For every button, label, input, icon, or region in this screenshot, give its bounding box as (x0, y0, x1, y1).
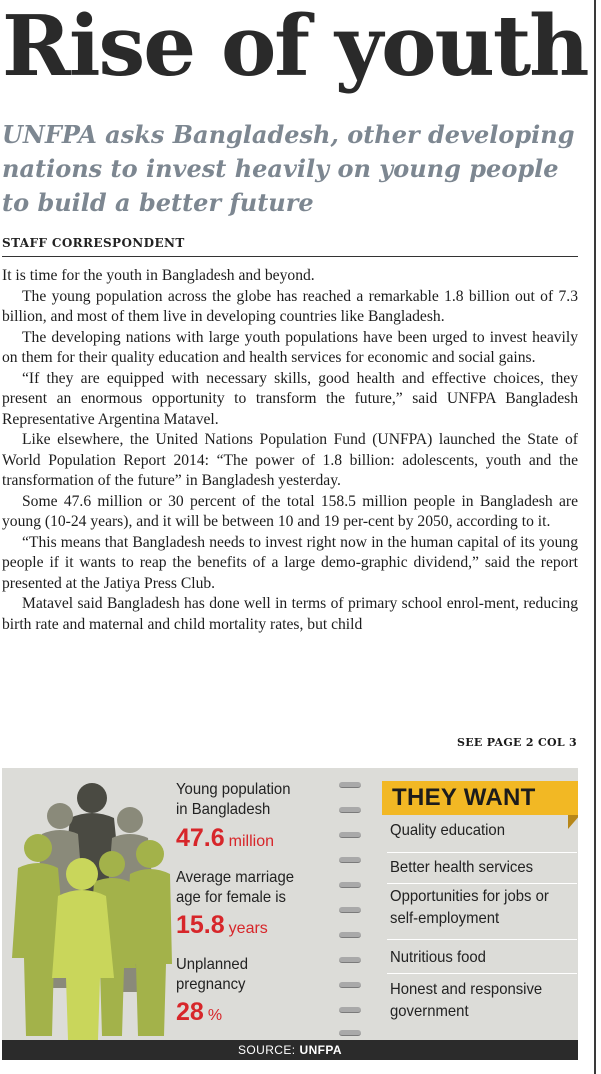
infographic-panel (2, 768, 578, 1040)
want-item: Opportunities for jobs or self-employment (390, 888, 549, 927)
headline: Rise of youth (2, 0, 588, 95)
stat-marriage-age-label: Average marriage age for female is (176, 869, 295, 906)
article-body (2, 266, 578, 635)
article-paragraph: Like elsewhere, the United Nations Population Fund (UNFPA) launched the State of World Population Report 2014: “The power of 1.8 billion: adolescents, youth and the transformation of the future” in Bangladesh yesterday. (2, 431, 578, 489)
youth-silhouettes-illustration (12, 778, 172, 1040)
banner-fold-icon (568, 815, 578, 829)
want-item: Nutritious food (390, 949, 486, 966)
want-item: Honest and responsive government (390, 981, 543, 1020)
want-divider (387, 883, 577, 884)
article-paragraph: The developing nations with large youth populations have been urged to invest heavily on them for their quality education and health services for economic and social gains. (2, 328, 578, 366)
they-want-title: THEY WANT (392, 784, 536, 811)
notebook-spiral-icon (337, 780, 363, 1038)
want-item: Better health services (390, 859, 534, 876)
want-divider (387, 973, 577, 974)
stat-unplanned-pregnancy-value: 28 % (176, 998, 223, 1026)
stat-young-population-value: 47.6 million (176, 824, 275, 852)
column-rule (594, 0, 596, 1074)
stat-marriage-age-value: 15.8 years (176, 911, 268, 939)
deck-subheadline: UNFPA asks Bangladesh, other developing nations to invest heavily on young people to build a better future (2, 120, 575, 217)
want-item: Quality education (390, 822, 505, 839)
article-paragraph: “If they are equipped with necessary skills, good health and effective choices, they present an enormous opportunity to transform the future,” said UNFPA Bangladesh Representative Argentina Matavel. (2, 369, 578, 428)
want-divider (387, 852, 577, 853)
stat-unplanned-pregnancy-label: Unplanned pregnancy (176, 956, 248, 993)
article-paragraph: Some 47.6 million or 30 percent of the total 158.5 million people in Bangladesh are young (10-24 years), and it will be between 10 and 19 per-cent by 2050, according to it. (2, 492, 578, 530)
byline-divider (2, 256, 578, 257)
want-divider (387, 939, 577, 940)
article-paragraph: It is time for the youth in Bangladesh and beyond. (2, 267, 315, 284)
article-paragraph: “This means that Bangladesh needs to invest right now in the human capital of its young people if it wants to reap the benefits of a large demo-graphic dividend,” said the report presented at the Jatiya Press Club. (2, 533, 578, 592)
article-paragraph: Matavel said Bangladesh has done well in terms of primary school enrol-ment, reducing birth rate and maternal and child mortality rates, but child (2, 595, 578, 633)
byline: STAFF CORRESPONDENT (2, 236, 185, 250)
source-footer: SOURCE: UNFPA (2, 1040, 578, 1060)
article-paragraph: The young population across the globe has reached a remarkable 1.8 billion out of 7.3 billion, and most of them live in developing countries like Bangladesh. (2, 287, 578, 325)
stat-young-population-label: Young population in Bangladesh (176, 781, 291, 818)
continuation-link[interactable]: SEE PAGE 2 COL 3 (457, 736, 577, 749)
